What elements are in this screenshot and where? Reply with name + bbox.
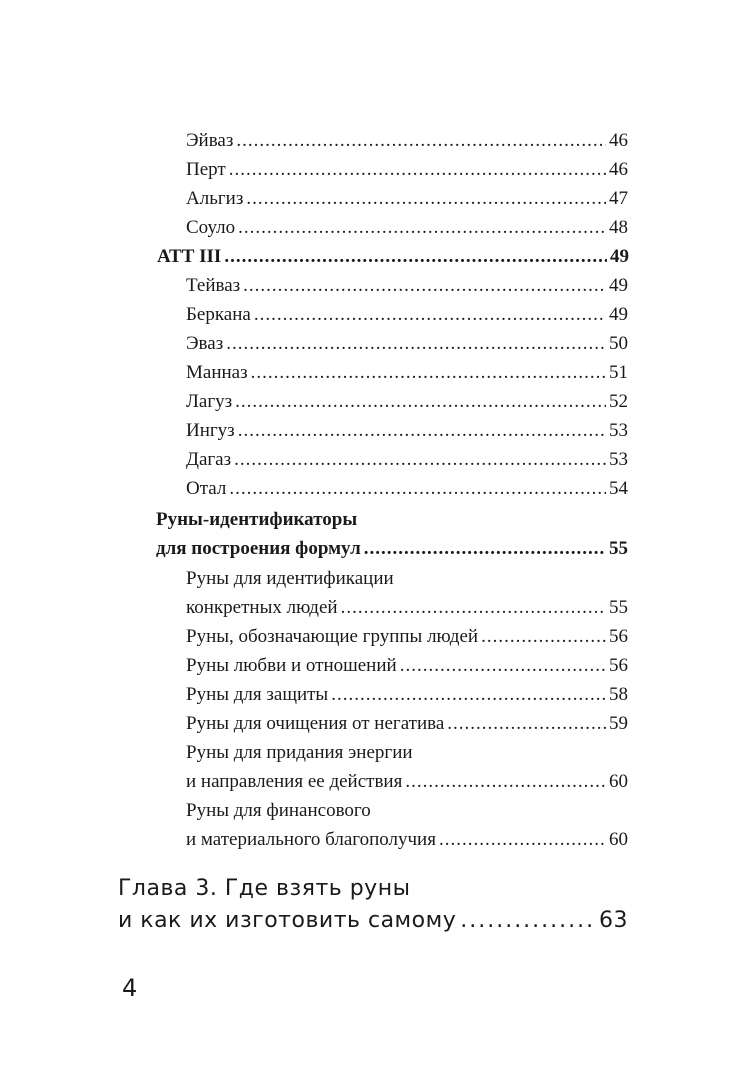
toc-entry-title-line <box>186 740 628 766</box>
toc-section-title <box>156 507 628 533</box>
toc-entry-title: Руны для придания энергии <box>186 742 413 763</box>
toc-entry-title: Дагаз <box>186 449 232 470</box>
dot-leader <box>226 331 606 357</box>
toc-entry-page: 49 <box>609 304 628 325</box>
toc-entry-page: 51 <box>609 362 628 383</box>
toc-entry-title: Эваз <box>186 333 224 354</box>
dot-leader <box>400 653 606 679</box>
chapter-entry <box>118 904 628 938</box>
dot-leader <box>405 769 606 795</box>
toc-entry <box>186 302 628 328</box>
toc-entry-title: Руны любви и отношений <box>186 655 397 676</box>
toc-entry <box>186 360 628 386</box>
toc-entry-page: 48 <box>609 217 628 238</box>
toc-entry-page: 56 <box>609 626 628 647</box>
dot-leader <box>236 128 606 154</box>
toc-entry <box>186 653 628 679</box>
toc-entry-page: 52 <box>609 391 628 412</box>
toc-entry-title: Руны для финансового <box>186 800 371 821</box>
dot-leader <box>229 476 606 502</box>
toc-entry-title: Руны-идентификаторы <box>156 509 358 530</box>
toc-entry-title: Беркана <box>186 304 251 325</box>
toc-entry-page: 46 <box>609 130 628 151</box>
toc-entry-title: для построения формул <box>156 538 361 559</box>
toc-section-entry <box>157 244 629 270</box>
toc-entry-page: 60 <box>609 829 628 850</box>
toc-entry-page: 46 <box>609 159 628 180</box>
toc-entry <box>186 157 628 183</box>
toc-section-entry <box>156 536 628 562</box>
toc-entry-page: 49 <box>610 246 629 267</box>
toc-entry-title: Ингуз <box>186 420 235 441</box>
toc-entry <box>186 273 628 299</box>
toc-entry-page: 58 <box>609 684 628 705</box>
dot-leader <box>251 360 606 386</box>
toc-entry-title: и направления ее действия <box>186 771 403 792</box>
toc-entry-page: 59 <box>609 713 628 734</box>
toc-entry <box>186 624 628 650</box>
toc-entry-title: Отал <box>186 478 227 499</box>
toc-entry <box>186 711 628 737</box>
dot-leader <box>234 447 606 473</box>
dot-leader <box>238 215 606 241</box>
chapter-title-line: Глава 3. Где взять руны <box>118 876 411 901</box>
toc-entry-title: Соуло <box>186 217 236 238</box>
toc-entry-title-line <box>186 798 628 824</box>
dot-leader <box>447 711 606 737</box>
dot-leader <box>229 157 606 183</box>
toc-entry-page: 56 <box>609 655 628 676</box>
toc-entry-title: Руны для очищения от негатива <box>186 713 445 734</box>
dot-leader <box>331 682 606 708</box>
toc-entry <box>186 186 628 212</box>
toc-entry-title: Лагуз <box>186 391 233 412</box>
dot-leader <box>238 418 606 444</box>
toc-entry-title: Руны для идентификации <box>186 568 394 589</box>
toc-entry-title: и материального благополучия <box>186 829 436 850</box>
toc-entry <box>186 418 628 444</box>
dot-leader <box>439 827 606 853</box>
toc-entry-page: 55 <box>609 597 628 618</box>
toc-entry-page: 55 <box>609 538 628 559</box>
toc-entry-page: 60 <box>609 771 628 792</box>
toc-entry <box>186 476 628 502</box>
toc-entry-page: 53 <box>609 420 628 441</box>
toc-entry-page: 49 <box>609 275 628 296</box>
toc-entry-page: 54 <box>609 478 628 499</box>
dot-leader <box>246 186 606 212</box>
dot-leader <box>235 389 606 415</box>
toc-entry-title-line <box>186 566 628 592</box>
dot-leader <box>243 273 606 299</box>
toc-entry <box>186 595 628 621</box>
toc-entry <box>186 769 628 795</box>
toc-entry-title: Манназ <box>186 362 248 383</box>
toc-entry-title: Руны, обозначающие группы людей <box>186 626 479 647</box>
dot-leader <box>481 624 606 650</box>
toc-entry-title: конкретных людей <box>186 597 338 618</box>
toc-entry <box>186 447 628 473</box>
chapter-page: 63 <box>599 908 628 933</box>
toc-entry <box>186 682 628 708</box>
dot-leader <box>254 302 606 328</box>
toc-entry-page: 50 <box>609 333 628 354</box>
toc-entry-title: АТТ III <box>157 246 222 267</box>
toc-entry <box>186 215 628 241</box>
toc-entry-title: Альгиз <box>186 188 244 209</box>
chapter-title-line: и как их изготовить самому <box>118 908 457 933</box>
toc-entry-page: 53 <box>609 449 628 470</box>
toc-entry-title: Руны для защиты <box>186 684 329 705</box>
toc-entry <box>186 827 628 853</box>
toc-entry-title: Эйваз <box>186 130 234 151</box>
toc-entry-title: Тейваз <box>186 275 241 296</box>
toc-entry-title: Перт <box>186 159 226 180</box>
toc-entry <box>186 128 628 154</box>
page-number: 4 <box>122 974 138 1002</box>
toc-entry-page: 47 <box>609 188 628 209</box>
dot-leader <box>341 595 606 621</box>
dot-leader <box>364 536 606 562</box>
toc-entry <box>186 331 628 357</box>
toc-entry <box>186 389 628 415</box>
dot-leader <box>460 904 595 938</box>
dot-leader <box>224 244 607 270</box>
